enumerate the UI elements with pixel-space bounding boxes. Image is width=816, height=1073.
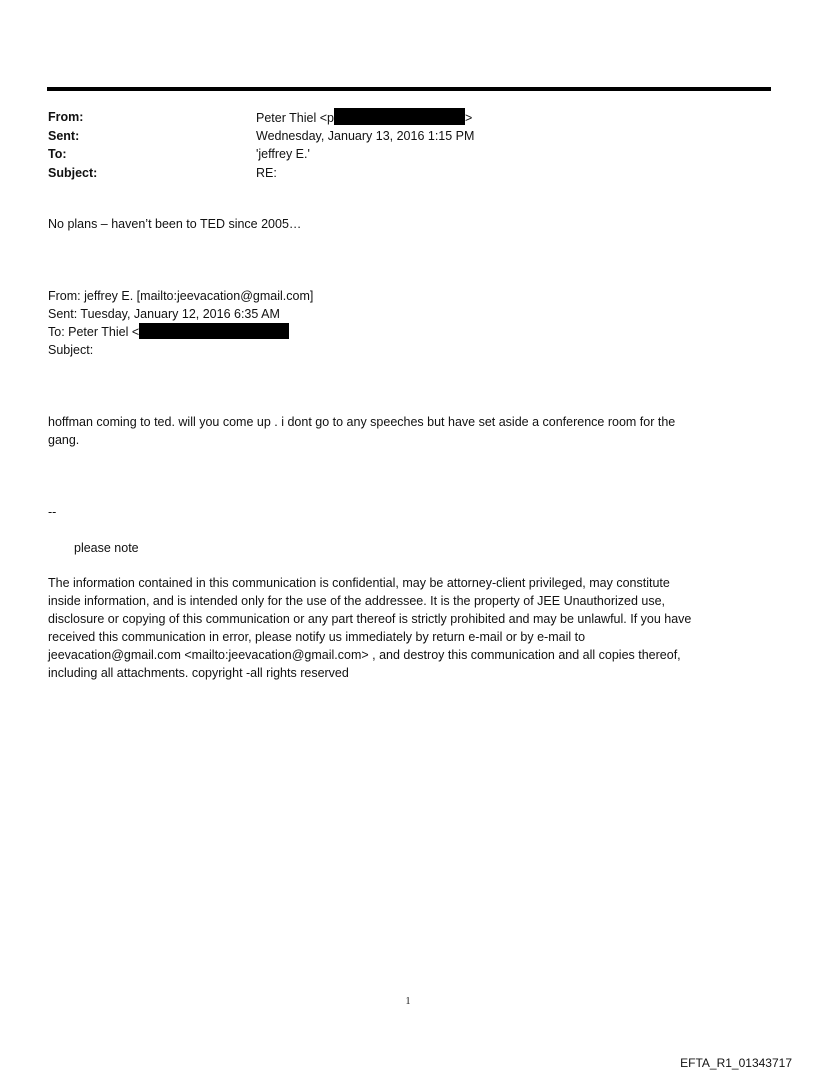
please-note: please note	[74, 541, 139, 555]
document-id: EFTA_R1_01343717	[680, 1056, 792, 1070]
quoted-body	[48, 413, 758, 449]
to-value: 'jeffrey E.'	[256, 147, 310, 161]
quoted-subject: Subject:	[48, 343, 94, 357]
redaction-block	[139, 323, 289, 339]
page-number: 1	[405, 996, 411, 1007]
disclaimer-line: inside information, and is intended only for the use of the addressee. It is the property of JEE Unauthorized use,	[48, 594, 666, 608]
quoted-from: From: jeffrey E. [mailto:jeevacation@gmail.com]	[48, 289, 314, 303]
disclaimer-line: The information contained in this communication is confidential, may be attorney-client privileged, may constitute	[48, 576, 670, 590]
disclaimer-line: including all attachments. copyright -all rights reserved	[48, 666, 349, 680]
from-close: >	[464, 111, 473, 125]
sent-label: Sent:	[48, 128, 80, 143]
disclaimer	[48, 574, 758, 682]
disclaimer-line: jeevacation@gmail.com <mailto:jeevacation@gmail.com> , and destroy this communication and all copies thereof,	[48, 648, 681, 662]
subject-label: Subject:	[48, 165, 98, 180]
quoted-body-line: gang.	[48, 433, 80, 447]
quoted-body-line: hoffman coming to ted. will you come up . i dont go to any speeches but have set aside a conference room for the	[48, 415, 676, 429]
subject-value: RE:	[256, 165, 277, 180]
disclaimer-line: received this communication in error, please notify us immediately by return e-mail or by e-mail to	[48, 630, 586, 644]
quoted-to	[48, 323, 758, 341]
redaction-block	[334, 108, 465, 125]
from-value	[256, 108, 472, 128]
from-label: From:	[48, 110, 84, 124]
header-rule	[47, 87, 771, 91]
quoted-header	[48, 287, 758, 359]
disclaimer-line: disclosure or copying of this communication or any part thereof is strictly prohibited and may be unlawful. If you have	[48, 612, 692, 626]
signature-separator: --	[48, 505, 57, 519]
to-label: To:	[48, 147, 67, 161]
reply-body: No plans – haven’t been to TED since 2005…	[48, 217, 302, 231]
quoted-to-text: To: Peter Thiel <	[48, 325, 140, 339]
from-name: Peter Thiel <p	[256, 111, 334, 125]
quoted-sent: Sent: Tuesday, January 12, 2016 6:35 AM	[48, 307, 280, 321]
sent-value: Wednesday, January 13, 2016 1:15 PM	[256, 128, 475, 143]
